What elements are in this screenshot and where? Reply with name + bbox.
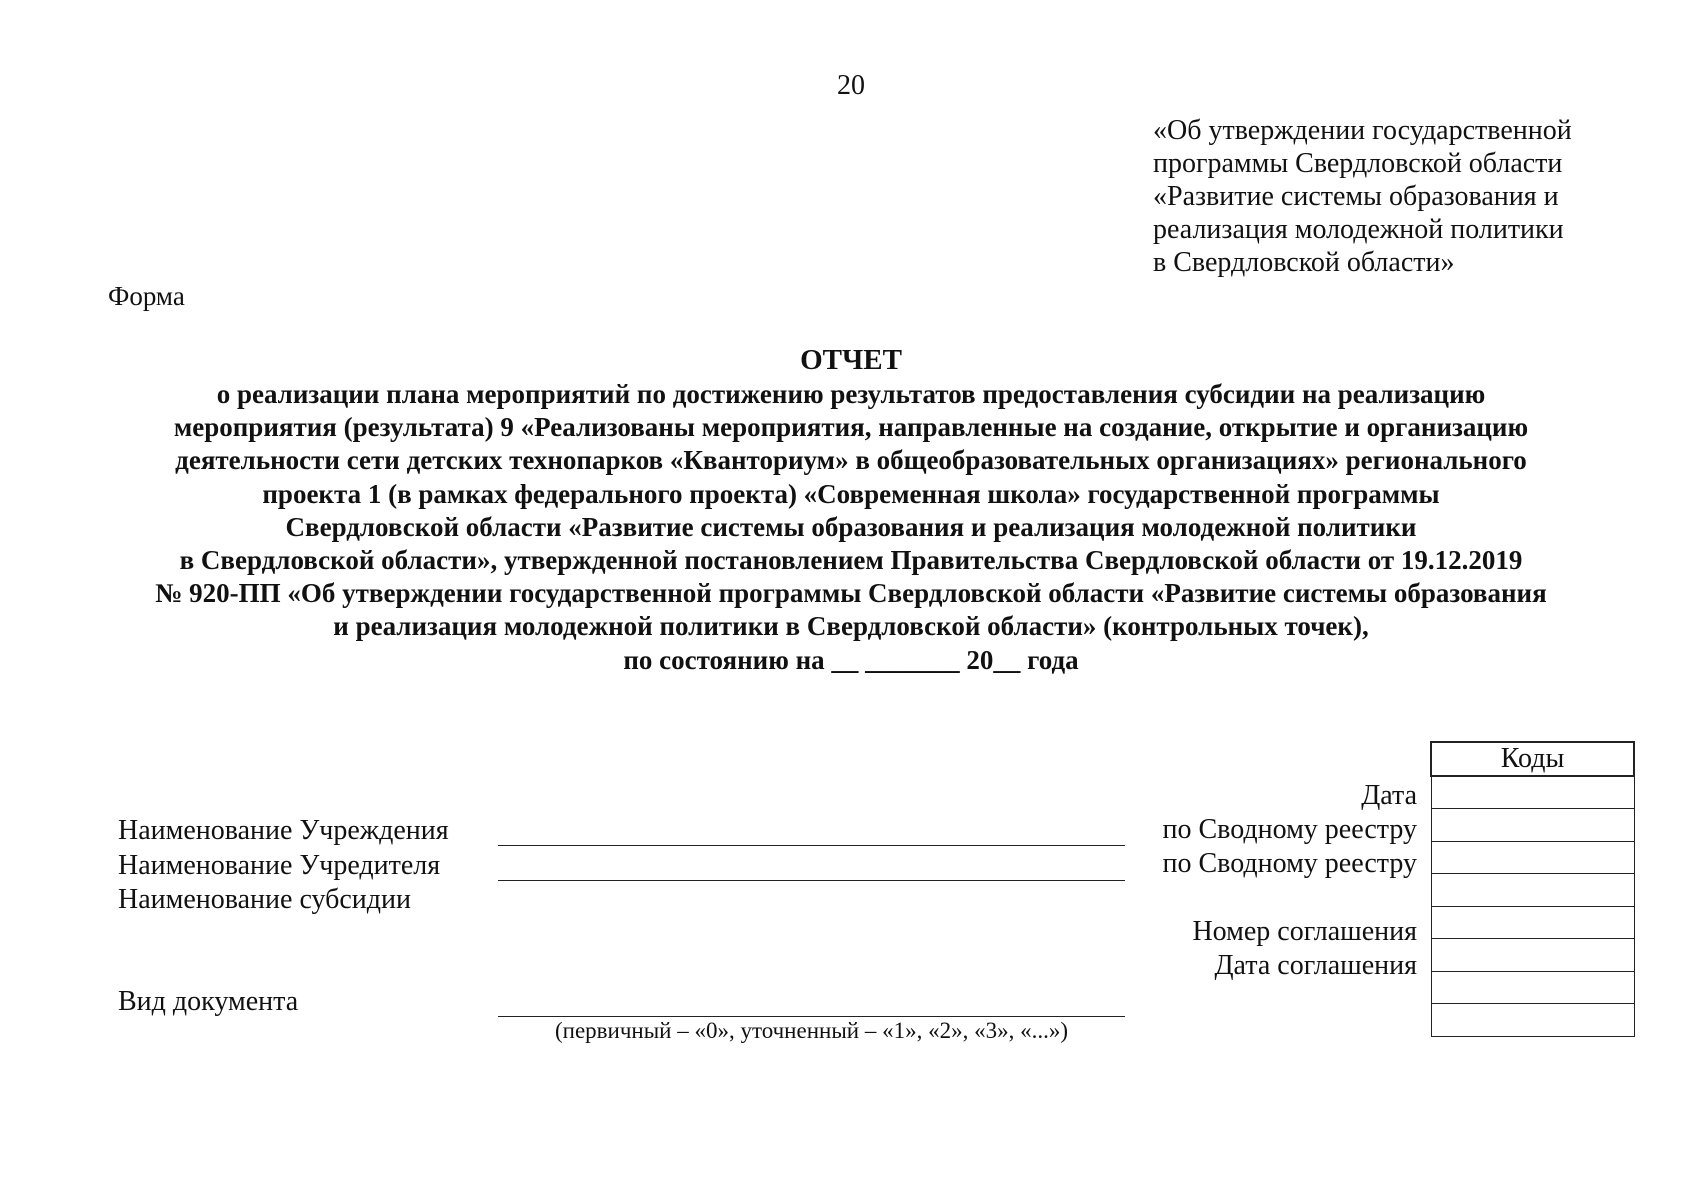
subtitle-line: № 920-ПП «Об утверждении государственной программы Свердловской области «Развитие системы образования xyxy=(155,578,1547,609)
subtitle-line: в Свердловской области», утвержденной постановлением Правительства Свердловской области от 19.12.2019 xyxy=(179,545,1523,576)
header-note-line: в Свердловской области» xyxy=(1153,247,1455,278)
subtitle-line: проекта 1 (в рамках федерального проекта) «Современная школа» государственной программы xyxy=(262,478,1440,509)
subtitle-line: и реализация молодежной политики в Свердловской области» (контрольных точек), xyxy=(333,611,1369,642)
code-cell-empty[interactable] xyxy=(1431,971,1634,1004)
doc-type-line[interactable] xyxy=(498,1016,1125,1017)
code-cell-date[interactable] xyxy=(1431,776,1634,809)
doc-type-hint: (первичный – «0», уточненный – «1», «2», «3», «...») xyxy=(554,1018,1068,1043)
code-cell-empty[interactable] xyxy=(1431,874,1634,907)
form-label: Форма xyxy=(108,281,185,311)
institution-line[interactable] xyxy=(498,845,1125,846)
subtitle-line: деятельности сети детских технопарков «Кванториум» в общеобразовательных организациях» регионального xyxy=(175,445,1527,476)
subtitle-line: мероприятия (результата) 9 «Реализованы мероприятия, направленные на создание, открытие и организацию xyxy=(173,412,1529,443)
doc-type-label: Вид документа xyxy=(118,986,299,1017)
subsidy-label: Наименование субсидии xyxy=(118,884,412,915)
agreement-number-label: Номер соглашения xyxy=(1192,916,1417,947)
subtitle-line: Свердловской области «Развитие системы образования и реализация молодежной политики xyxy=(285,511,1417,542)
registry-label-1: по Сводному реестру xyxy=(1162,814,1417,845)
report-subtitle xyxy=(0,378,1702,677)
header-note-line: программы Свердловской области xyxy=(1153,148,1563,179)
header-note xyxy=(1153,114,1572,279)
founder-label: Наименование Учредителя xyxy=(118,850,441,881)
header-note-line: «Развитие системы образования и xyxy=(1153,181,1559,212)
page-number: 20 xyxy=(837,70,865,101)
registry-label-2: по Сводному реестру xyxy=(1162,848,1417,879)
header-note-line: реализация молодежной политики xyxy=(1153,214,1564,245)
code-cell-registry-1[interactable] xyxy=(1431,809,1634,842)
date-label: Дата xyxy=(1361,780,1417,811)
codes-table xyxy=(1430,741,1635,1037)
code-cell-registry-2[interactable] xyxy=(1431,841,1634,874)
code-cell-doc-type[interactable] xyxy=(1431,1004,1634,1037)
subtitle-line: о реализации плана мероприятий по достижению результатов предоставления субсидии на реализацию xyxy=(216,379,1486,409)
header-note-line: «Об утверждении государственной xyxy=(1153,115,1572,146)
subtitle-line: по состоянию на __ _______ 20__ года xyxy=(623,644,1079,675)
institution-label: Наименование Учреждения xyxy=(118,815,449,846)
code-cell-agreement-number[interactable] xyxy=(1431,906,1634,939)
founder-line[interactable] xyxy=(498,880,1125,881)
code-cell-agreement-date[interactable] xyxy=(1431,939,1634,972)
agreement-date-label: Дата соглашения xyxy=(1214,950,1417,981)
codes-header: Коды xyxy=(1431,742,1634,776)
report-title: ОТЧЕТ xyxy=(800,344,902,376)
